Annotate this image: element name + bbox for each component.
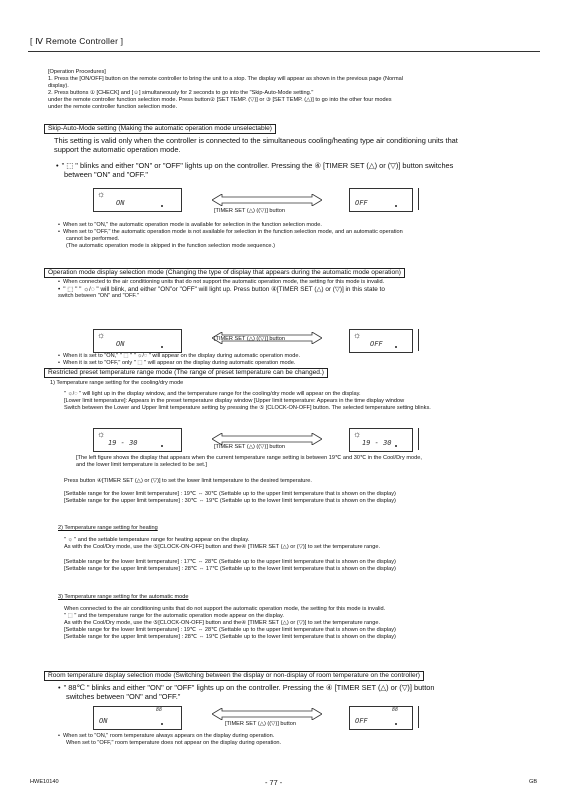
skip-auto-desc xyxy=(54,136,534,154)
lcd-display-sel-off xyxy=(349,329,413,353)
room-temp-note2: When set to "OFF," room temperature does not appear on the display during operation. xyxy=(66,740,282,746)
footer-region: GB xyxy=(529,779,538,785)
lcd-dot xyxy=(395,445,397,447)
auto-line1: When connected to the air conditioning units that do not support the automatic operation mode, the setting for this mode is invalid. xyxy=(64,606,386,612)
range-auto-lower: [Settable range for the lower limit temperature] : 19℃ ⇔ 28℃ (Settable up to the upper limit temperature that is shown on the display) xyxy=(64,627,396,633)
display-sel-title: Operation mode display selection mode (Changing the type of display that appears during the automatic mode operation) xyxy=(44,268,405,278)
footer-doc-code: HWE10140 xyxy=(30,779,59,785)
skip-auto-note2: • When set to "OFF," the automatic operation mode is not available for selection in the function selection mode, and an automatic operation xyxy=(58,229,538,236)
sun-icon: ☼ xyxy=(97,429,106,439)
sun-icon: ☼ xyxy=(353,330,362,340)
skip-auto-desc-line1: This setting is valid only when the controller is connected to the simultaneous cooling/heating type air conditioning units that xyxy=(54,136,458,145)
display-sel-instructions xyxy=(58,279,538,300)
sun-icon: ☼ xyxy=(97,189,106,199)
display-sel-bullet2: • " ⬚ " " ☼/◌ " will blink, and either "ON"or "OFF" will light up. Press button ④[TIMER SET (△) or (▽)] in this state to xyxy=(58,286,538,293)
lcd-value: OFF xyxy=(355,717,368,725)
footer-page-number: - 77 - xyxy=(265,778,283,787)
restricted-press: Press button ④[TIMER SET (△) or (▽)] to set the lower limit temperature to the desired temperature. xyxy=(64,478,312,484)
skip-auto-desc-line2: support the automatic operation mode. xyxy=(54,145,181,154)
range-heat-lower: [Settable range for the lower limit temperature] : 17℃ ⇔ 28℃ (Settable up to the upper limit temperature that is shown on the display) xyxy=(64,559,396,565)
room-temp-instruction xyxy=(58,683,538,701)
procedures-step2-cont: under the remote controller function selection mode. Press button② [SET TEMP. (▽)] or ③ [SET TEMP. (△)] to go into the other four modes xyxy=(48,97,392,103)
double-arrow-icon xyxy=(212,194,322,206)
lcd-skip-auto-off xyxy=(349,188,413,212)
display-sel-note2: • When it is set to "OFF," only " ⬚ " will appear on the display during automatic operation mode. xyxy=(58,360,538,367)
sun-icon: ☼ xyxy=(353,429,362,439)
room-temp-bullet-cont: switches between "ON" and "OFF." xyxy=(66,692,181,701)
room-temp-title: Room temperature display selection mode (Switching between the display or non-display of room temperature on the controller) xyxy=(44,671,424,681)
skip-auto-bullet-cont: between "ON" and "OFF." xyxy=(64,170,149,179)
lcd-skip-auto-on xyxy=(93,188,182,212)
restricted-heat-desc xyxy=(64,537,540,551)
skip-auto-title: Skip-Auto-Mode setting (Making the automatic operation mode unselectable) xyxy=(44,124,276,134)
timer-set-caption: [TIMER SET (△) ((▽)] button xyxy=(214,208,285,214)
page-header-title: [ Ⅳ Remote Controller ] xyxy=(30,36,124,46)
lcd-value: OFF xyxy=(370,340,383,348)
room-temp-notes xyxy=(58,733,538,747)
lcd-dot xyxy=(395,346,397,348)
restricted-sub2: 2) Temperature range setting for heating xyxy=(58,525,158,531)
lcd-restricted-right xyxy=(349,428,413,452)
lcd-dot xyxy=(161,205,163,207)
lcd-value: 19 - 30 xyxy=(362,439,392,447)
lcd-divider xyxy=(418,428,419,450)
heat-line2: As with the Cool/Dry mode, use the ⑤[CLOCK-ON-OFF] button and the④ [TIMER SET (△) or (▽)] to set the temperature range. xyxy=(64,544,381,550)
skip-auto-bullet: • " ⬚ " blinks and either "ON" or "OFF" lights up on the controller. Pressing the ④ [TIMER SET (△) or (▽)] button switches xyxy=(56,161,536,170)
range-cool-lower: [Settable range for the lower limit temperature] : 19℃ ⇔ 30℃ (Settable up to the upper limit temperature that is shown on the display) xyxy=(64,491,396,497)
lcd-room-temp: 88 xyxy=(156,707,163,713)
procedures-heading: [Operation Procedures] xyxy=(48,69,106,75)
lcd-dot xyxy=(395,723,397,725)
lcd-dot xyxy=(161,723,163,725)
skip-auto-note1: • When set to "ON," the automatic operation mode is available for selection in the function selection mode. xyxy=(58,222,538,229)
restricted-title: Restricted preset temperature range mode (The range of preset temperature can be changed.) xyxy=(44,368,328,378)
restricted-cool-line1: " ☼/◌ " will light up in the display window, and the temperature range for the cooling/dry mode will appear on the display. xyxy=(64,391,361,397)
header-rule xyxy=(28,51,540,52)
skip-auto-note3: (The automatic operation mode is skipped in the function selection mode sequence.) xyxy=(66,243,275,249)
sun-icon: ☼ xyxy=(97,330,106,340)
lcd-room-temp-on xyxy=(93,706,182,730)
range-auto-upper: [Settable range for the upper limit temperature] : 28℃ ⇔ 19℃ (Settable up to the lower limit temperature that is shown on the display) xyxy=(64,634,396,640)
display-sel-note1: • When it is set to "ON," " ⬚ " " ☼/◌ " will appear on the display during automatic operation mode. xyxy=(58,353,538,360)
lcd-value: OFF xyxy=(355,199,368,207)
auto-line2: " ⬚ " and the temperature range for the automatic operation mode appear on the display. xyxy=(64,613,284,619)
skip-auto-notes xyxy=(58,222,538,250)
lcd-dot xyxy=(395,205,397,207)
display-sel-notes xyxy=(58,353,538,367)
lcd-value: ON xyxy=(116,199,125,207)
display-sel-bullet1: • When connected to the air conditioning units that do not support the automatic operation mode, the setting for this mode is invalid. xyxy=(58,279,538,286)
timer-set-caption: [TIMER SET (△) ((▽)] button xyxy=(225,721,296,727)
room-temp-bullet: • " 88℃ " blinks and either "ON" or "OFF" lights up on the controller. Pressing the ④ [TIMER SET (△) or (▽)] button xyxy=(58,683,538,692)
lcd-room-temp-off xyxy=(349,706,413,730)
range-heat-upper: [Settable range for the upper limit temperature] : 28℃ ⇔ 17℃ (Settable up to the lower limit temperature that is shown on the display) xyxy=(64,566,396,572)
restricted-sub3: 3) Temperature range setting for the automatic mode xyxy=(58,594,189,600)
lcd-dot xyxy=(161,346,163,348)
procedures-block xyxy=(48,69,538,111)
restricted-heat-ranges xyxy=(64,559,540,573)
lcd-divider xyxy=(418,188,419,210)
restricted-fig-note2: and the lower limit temperature is selected to be set.] xyxy=(76,462,207,468)
timer-set-caption: [TIMER SET (△) ((▽)] button xyxy=(214,444,285,450)
range-cool-upper: [Settable range for the upper limit temperature] : 30℃ ⇔ 19℃ (Settable up to the lower limit temperature that is shown on the display) xyxy=(64,498,396,504)
restricted-cool-ranges xyxy=(64,491,540,505)
auto-line3: As with the Cool/Dry mode, use the ⑤[CLOCK-ON-OFF] button and the④ [TIMER SET (△) or (▽)] to set the temperature range. xyxy=(64,620,381,626)
skip-auto-instruction xyxy=(56,161,536,179)
lcd-value: 19 - 30 xyxy=(108,439,138,447)
lcd-display-sel-on xyxy=(93,329,182,353)
double-arrow-icon xyxy=(212,708,322,720)
restricted-cool-line3: Switch between the Lower and Upper limit temperature setting by pressing the ⑤ [CLOCK-ON-OFF] button. The selected temperature setting blinks. xyxy=(64,405,431,411)
procedures-step2: 2. Press buttons ① [CHECK] and [☺] simultaneously for 2 seconds to go into the "Skip-Auto-Mode setting." xyxy=(48,90,314,96)
lcd-divider xyxy=(418,329,419,351)
display-sel-bullet2-cont: switch between "ON" and "OFF." xyxy=(58,293,139,299)
procedures-step1-cont: display). xyxy=(48,83,69,89)
timer-set-caption: [TIMER SET (△) ((▽)] button xyxy=(214,336,285,342)
procedures-step2-cont2: under the remote controller function selection mode. xyxy=(48,104,178,110)
restricted-fig-note xyxy=(76,455,538,469)
lcd-value: ON xyxy=(116,340,125,348)
heat-line1: " ☼ " and the settable temperature range for heating appear on the display. xyxy=(64,537,250,543)
skip-auto-note2-cont: cannot be performed. xyxy=(66,236,120,242)
restricted-auto-desc xyxy=(64,606,540,641)
lcd-dot xyxy=(161,445,163,447)
lcd-value: ON xyxy=(99,717,108,725)
restricted-fig-note1: [The left figure shows the display that appears when the current temperature range setting is between 19℃ and 30℃ in the Cool/Dry mode, xyxy=(76,455,422,461)
restricted-sub1: 1) Temperature range setting for the cooling/dry mode xyxy=(50,380,184,386)
room-temp-note1: • When set to "ON," room temperature always appears on the display during operation. xyxy=(58,733,538,740)
restricted-cool-desc xyxy=(64,391,540,412)
lcd-divider xyxy=(418,706,419,728)
procedures-step1: 1. Press the [ON/OFF] button on the remote controller to bring the unit to a stop. The display will appear as shown in the previous page (Normal xyxy=(48,76,403,82)
restricted-cool-line2: [Lower limit temperature]: Appears in the preset temperature display window [Upper limit temperature: Appears in the time display window xyxy=(64,398,405,404)
lcd-restricted-left xyxy=(93,428,182,452)
lcd-room-temp: 88 xyxy=(392,707,399,713)
